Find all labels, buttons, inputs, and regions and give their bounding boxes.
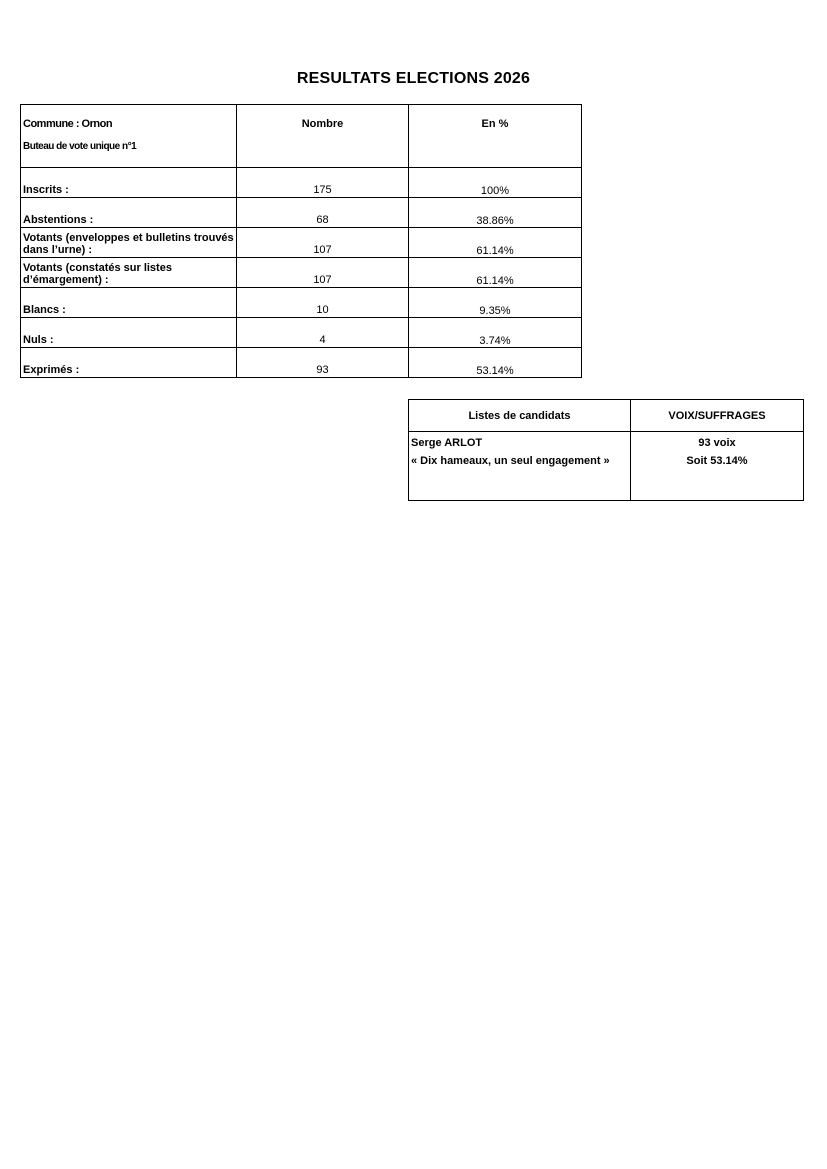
table-row-inscrits: [21, 168, 582, 198]
table-row-votants-emargement: [21, 258, 582, 288]
row-label: Exprimés :: [21, 348, 237, 378]
row-nombre: 107: [237, 258, 409, 288]
row-pct: 61.14%: [409, 228, 582, 258]
commune-cell: [21, 105, 237, 168]
table-row-votants-urne: [21, 228, 582, 258]
candidate-row: [409, 432, 804, 501]
bureau-label: Buteau de vote unique n°1: [23, 141, 137, 152]
row-pct: 38.86%: [409, 198, 582, 228]
row-label: Votants (enveloppes et bulletins trouvés dans l’urne) :: [21, 228, 237, 258]
row-pct: 3.74%: [409, 318, 582, 348]
row-label: Abstentions :: [21, 198, 237, 228]
candidates-table: [408, 399, 804, 501]
results-table: [20, 104, 582, 378]
row-label: Votants (constatés sur listes d’émargement) :: [21, 258, 237, 288]
row-pct: 9.35%: [409, 288, 582, 318]
candidate-name: Serge ARLOT: [411, 437, 483, 449]
column-header-nombre: Nombre: [237, 105, 409, 168]
row-label: Nuls :: [21, 318, 237, 348]
table-row-nuls: [21, 318, 582, 348]
row-pct: 61.14%: [409, 258, 582, 288]
candidate-list-name: « Dix hameaux, un seul engagement »: [411, 455, 610, 467]
row-nombre: 93: [237, 348, 409, 378]
table-row-exprimes: [21, 348, 582, 378]
candidate-share: Soit 53.14%: [686, 455, 748, 467]
results-header-row: [21, 105, 582, 168]
column-header-votes: VOIX/SUFFRAGES: [631, 400, 804, 432]
candidate-cell: [409, 432, 631, 501]
column-header-lists: Listes de candidats: [409, 400, 631, 432]
row-label: Inscrits :: [21, 168, 237, 198]
page-title: RESULTATS ELECTIONS 2026: [296, 70, 531, 87]
candidates-header-row: [409, 400, 804, 432]
votes-cell: [631, 432, 804, 501]
commune-label: Commune : Ornon: [23, 118, 113, 130]
table-row-blancs: [21, 288, 582, 318]
column-header-pct: En %: [409, 105, 582, 168]
row-nombre: 68: [237, 198, 409, 228]
row-nombre: 107: [237, 228, 409, 258]
row-pct: 53.14%: [409, 348, 582, 378]
table-row-abstentions: [21, 198, 582, 228]
row-pct: 100%: [409, 168, 582, 198]
row-label: Blancs :: [21, 288, 237, 318]
row-nombre: 10: [237, 288, 409, 318]
candidate-votes: 93 voix: [698, 437, 736, 449]
row-nombre: 4: [237, 318, 409, 348]
row-nombre: 175: [237, 168, 409, 198]
